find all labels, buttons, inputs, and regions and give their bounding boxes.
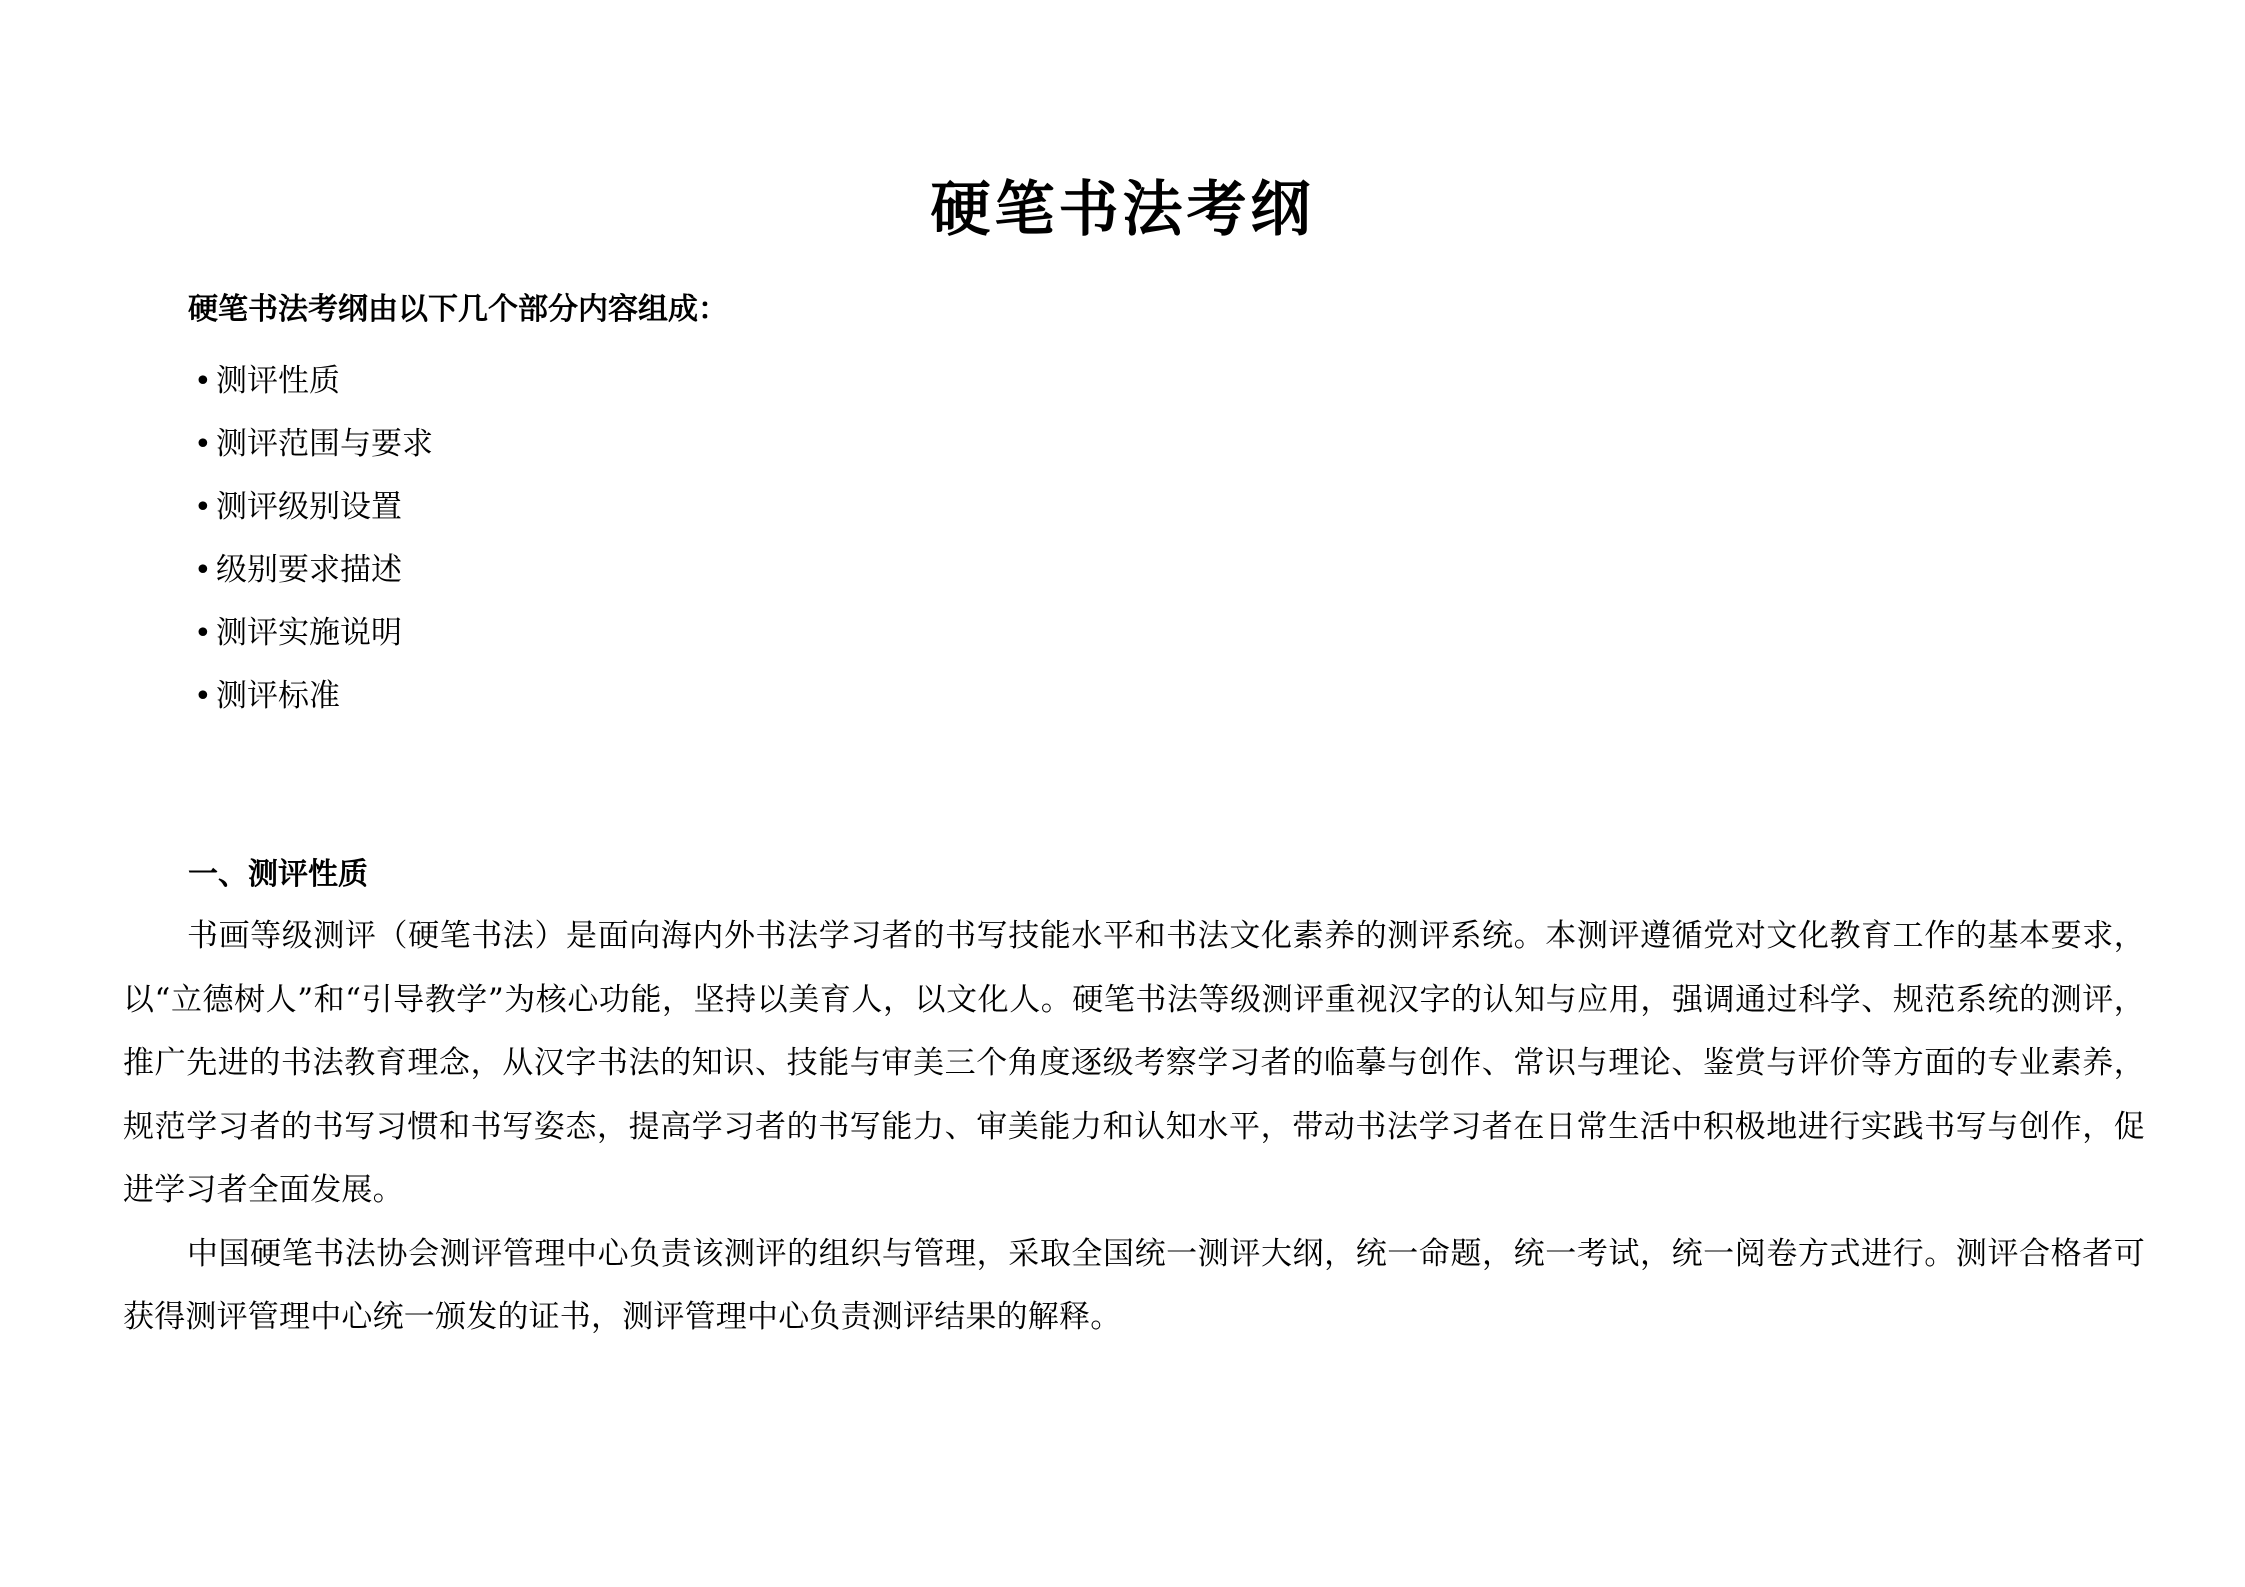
list-item-label: 测评性质 <box>216 363 340 399</box>
list-item-label: 测评标准 <box>216 678 340 714</box>
bullet-icon: • <box>194 679 212 714</box>
list-item-label: 测评范围与要求 <box>216 426 433 462</box>
section-heading: 一、测评性质 <box>188 857 368 892</box>
list-item-label: 测评实施说明 <box>216 615 402 651</box>
bullet-icon: • <box>194 364 212 399</box>
section-body <box>123 905 2145 1350</box>
list-item-label: 级别要求描述 <box>216 552 402 588</box>
list-item <box>194 350 433 413</box>
contents-list <box>194 350 433 728</box>
bullet-icon: • <box>194 616 212 651</box>
bullet-icon: • <box>194 553 212 588</box>
bullet-icon: • <box>194 427 212 462</box>
paragraph: 书画等级测评（硬笔书法）是面向海内外书法学习者的书写技能水平和书法文化素养的测评系统。本测评遵循党对文化教育工作的基本要求，以“立德树人”和“引导教学”为核心功能，坚持以美育人，以文化人。硬笔书法等级测评重视汉字的认知与应用，强调通过科学、规范系统的测评，推广先进的书法教育理念，从汉字书法的知识、技能与审美三个角度逐级考察学习者的临摹与创作、常识与理论、鉴赏与评价等方面的专业素养，规范学习者的书写习惯和书写姿态，提高学习者的书写能力、审美能力和认知水平，带动书法学习者在日常生活中积极地进行实践书写与创作，促进学习者全面发展。 <box>123 918 2145 1208</box>
list-item-label: 测评级别设置 <box>216 489 402 525</box>
document-title: 硬笔书法考纲 <box>930 175 1315 245</box>
bullet-icon: • <box>194 490 212 525</box>
intro-heading: 硬笔书法考纲由以下几个部分内容组成： <box>188 292 728 327</box>
list-item <box>194 476 433 539</box>
list-item <box>194 413 433 476</box>
list-item <box>194 665 433 728</box>
paragraph: 中国硬笔书法协会测评管理中心负责该测评的组织与管理，采取全国统一测评大纲，统一命题，统一考试，统一阅卷方式进行。测评合格者可获得测评管理中心统一颁发的证书，测评管理中心负责测评结果的解释。 <box>123 1235 2145 1335</box>
list-item <box>194 602 433 665</box>
list-item <box>194 539 433 602</box>
